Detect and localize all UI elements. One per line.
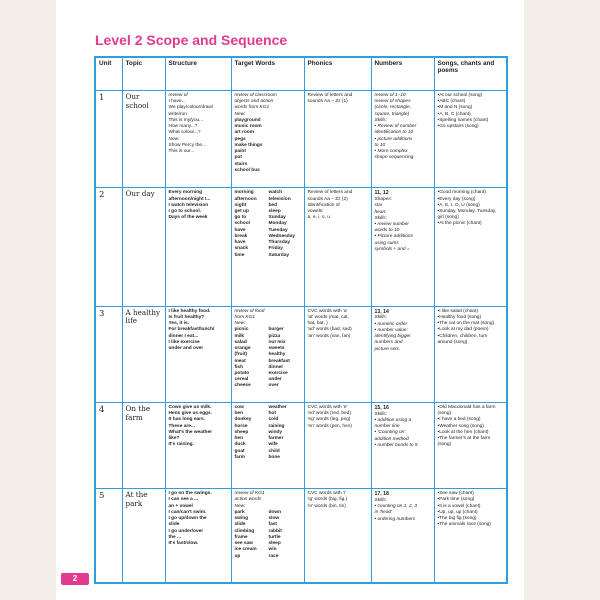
target-word: sheep (234, 429, 249, 435)
page-title: Level 2 Scope and Sequence (95, 32, 288, 48)
target-word: cereal (234, 377, 249, 383)
song-item: • A, B, C (chant) (438, 112, 504, 118)
target-word: go to (234, 215, 247, 221)
numbers-line: 15, 16 (374, 404, 389, 411)
target-word: cheese (234, 383, 251, 389)
numbers-line: numbers and (374, 340, 403, 346)
song-item: • I have a bed (song) (438, 417, 504, 423)
target-word: up (234, 553, 241, 559)
target-word: Saturday (268, 252, 290, 258)
numbers-line: picture sets. (374, 346, 401, 352)
target-word: art room (234, 130, 254, 136)
structure-cell (165, 188, 231, 306)
target-word: slow (268, 516, 280, 522)
numbers-line: Skills: (374, 215, 388, 221)
target-word: slide (234, 522, 246, 528)
phonics-line: 'ig' words (big, fig,) (307, 497, 348, 503)
numbers-line: number line (374, 424, 400, 430)
song-item: • Go upstairs (song) (438, 124, 504, 130)
numbers-line: identification to 10 (374, 130, 414, 136)
target-word: rabbit (268, 528, 282, 534)
phonics-line: Identification of (307, 202, 340, 208)
target-words-grid (235, 405, 301, 461)
numbers-line: star (374, 203, 383, 209)
target-words-cell (231, 489, 304, 583)
phonics-line: hat, bat, ) (307, 321, 328, 327)
structure-line: review of (168, 93, 188, 98)
song-item: • See saw (chant) (438, 491, 504, 497)
phonics-line: 'at' words (mat, cat, (307, 314, 349, 320)
structure-line: Is fruit healthy? (168, 314, 205, 320)
numbers-line: • Picture additions (374, 234, 413, 240)
target-word: horse (234, 423, 248, 429)
numbers-line: • review number (374, 221, 409, 227)
target-word: night (234, 202, 247, 208)
target-word: bed (268, 202, 278, 208)
target-word: under (268, 377, 282, 383)
structure-line: I go to school. (168, 208, 202, 214)
target-word: Tuesday (268, 227, 288, 233)
target-words-intro: review of classroom (234, 93, 277, 98)
numbers-line: • addition using a (374, 417, 412, 423)
numbers-cell (371, 402, 434, 488)
target-word: television (268, 196, 291, 202)
target-word: race (268, 553, 279, 559)
target-word: see saw (234, 541, 253, 547)
numbers-line: in 'head' (374, 510, 393, 516)
structure-line: Cows give us milk. (168, 404, 212, 410)
song-item: • The animals race (song) (438, 522, 504, 528)
structure-line: It's fast/slow. (168, 541, 199, 547)
structure-line: Yes, it is. (168, 321, 190, 327)
phonics-line: 'en' words (pen, hen) (307, 423, 352, 429)
structure-line: under and over (168, 346, 204, 352)
target-word: playground (234, 117, 261, 123)
structure-line: We play/colour/draw/ (168, 105, 214, 111)
header-songs: Songs, chants and poems (434, 57, 507, 91)
structure-line: Show Percy the... (168, 142, 207, 148)
song-item: • M and N (song) (438, 105, 504, 111)
target-words-cell (231, 91, 304, 188)
target-word: stairs (234, 161, 248, 167)
header-row (95, 57, 507, 91)
target-word: ice cream (234, 547, 257, 553)
target-word: bone (268, 454, 280, 460)
phonics-cell (304, 489, 371, 583)
target-word: potato (234, 370, 250, 376)
song-item: • Look at the hen (chant) (438, 430, 504, 436)
target-word: duck (234, 442, 246, 448)
songs-cell (434, 489, 507, 583)
target-words-intro: review of food (234, 308, 265, 314)
numbers-line: • numeric order (374, 321, 408, 327)
phonics-cell (304, 402, 371, 488)
target-word: morning (234, 190, 254, 196)
structure-line: I go up/down the (168, 516, 207, 522)
target-word: hot (268, 411, 276, 417)
numbers-line: addition method (374, 436, 409, 442)
target-words-intro: action words (234, 497, 262, 503)
target-words-intro: words from KG1 (234, 105, 270, 111)
numbers-line: heart (374, 209, 386, 215)
phonics-line: Review of letters and (307, 93, 353, 98)
structure-line: For breakfast/lunch/ (168, 327, 215, 333)
phonics-line: CVC words with 'i' (307, 491, 346, 497)
structure-cell (165, 489, 231, 583)
structure-line: New: (168, 136, 180, 142)
target-word: afternoon (234, 196, 257, 202)
target-word: sweets (268, 346, 285, 352)
target-word: put (234, 155, 242, 161)
target-word: donkey (234, 417, 252, 423)
target-word: burger (268, 327, 284, 333)
song-item: • Up, up, up (chant) (438, 510, 504, 516)
target-word: healthy (268, 352, 286, 358)
target-word: child (268, 448, 280, 454)
phonics-line: 'eg' words (leg, peg) (307, 417, 351, 423)
unit-cell: 1 (95, 91, 122, 188)
target-word: milk (234, 333, 245, 339)
song-item: • Spelling names (chant) (438, 118, 504, 124)
numbers-cell (371, 91, 434, 188)
table-row (95, 91, 507, 188)
numbers-line: symbols + and = (374, 246, 410, 252)
target-words-intro: New: (234, 321, 246, 327)
numbers-line: to 10 (374, 142, 386, 148)
song-item: • Healthy food (song) (438, 315, 504, 321)
structure-line: How many...? (168, 124, 198, 130)
header-topic: Topic (122, 57, 165, 91)
numbers-line: words to 10 (374, 228, 400, 234)
unit-cell: 5 (95, 489, 122, 583)
phonics-line: a, e, i, o, u (307, 215, 330, 221)
target-words-cell (231, 306, 304, 402)
song-item: • Sunday, Monday, Tuesday, girl (song) (438, 209, 504, 221)
structure-line: It's raining. (168, 442, 194, 448)
target-word: salad (234, 339, 247, 345)
numbers-line: • Review of number (374, 124, 417, 130)
topic-cell: At the park (122, 489, 165, 583)
header-structure: Structure (165, 57, 231, 91)
structure-line: I go on the swings. (168, 491, 212, 497)
numbers-line: square, triangle) (374, 111, 410, 117)
target-word: Thursday (268, 240, 291, 246)
structure-line: I can see a ... (168, 497, 199, 503)
target-words-intro: New: (234, 111, 246, 117)
target-words-grid (235, 190, 301, 259)
structure-line: I have... (168, 99, 186, 105)
numbers-line: review of shapes (374, 99, 411, 105)
target-word: wife (268, 442, 278, 448)
numbers-line: 13, 14 (374, 308, 389, 315)
numbers-line: Skills: (374, 411, 388, 417)
numbers-line: Shapes: (374, 197, 393, 203)
numbers-line: Skills: (374, 117, 388, 123)
phonics-line: 'in' words (bin, tin) (307, 503, 346, 509)
target-word: have (234, 227, 246, 233)
songs-cell (434, 91, 507, 188)
song-item: • The cat on the mat (song) (438, 321, 504, 327)
song-item: • Look at my dad (poem) (438, 327, 504, 333)
song-item: • Park time (song) (438, 497, 504, 503)
target-word: (fruit) (234, 352, 248, 358)
topic-cell: Our school (122, 91, 165, 188)
phonics-cell (304, 91, 371, 188)
song-item: • Old Macdonald has a farm (song) (438, 405, 504, 417)
header-target-words: Target Words (231, 57, 304, 91)
structure-line: Days of the week (168, 215, 208, 221)
phonics-cell (304, 188, 371, 306)
numbers-line: • More complex (374, 149, 408, 155)
target-words-intro: objects and action (234, 99, 274, 105)
song-item: • I like salad (chant) (438, 309, 504, 315)
target-words-grid (235, 327, 301, 389)
structure-cell (165, 306, 231, 402)
target-word: snack (234, 246, 249, 252)
numbers-line: review of 1–10 (374, 93, 406, 98)
topic-cell: A healthy life (122, 306, 165, 402)
song-item: • Every day (song) (438, 197, 504, 203)
structure-line: slide (168, 522, 180, 528)
structure-line: I go under/over (168, 528, 204, 534)
structure-line: afternoon/night I... (168, 196, 211, 202)
songs-cell (434, 306, 507, 402)
target-words-cell (231, 402, 304, 488)
songs-cell (434, 402, 507, 488)
numbers-cell (371, 188, 434, 306)
numbers-line: • number value: (374, 327, 408, 333)
structure-line: These are... (168, 423, 195, 429)
numbers-cell (371, 489, 434, 583)
target-word: swing (234, 516, 249, 522)
structure-line: I can/can't swim. (168, 509, 207, 515)
target-word: school bus (234, 167, 260, 173)
unit-cell: 4 (95, 402, 122, 488)
song-item: • At the picnic (chant) (438, 221, 504, 227)
target-word: goat (234, 448, 245, 454)
song-item: • The farmer's at the farm (song) (438, 436, 504, 448)
target-word: break (234, 233, 248, 239)
numbers-line: identifying bigger (374, 334, 411, 340)
structure-line: I like healthy food. (168, 308, 211, 314)
target-word: climbing (234, 528, 255, 534)
numbers-cell (371, 306, 434, 402)
phonics-line: vowels: (307, 208, 324, 214)
structure-line: an + vowel (168, 503, 193, 509)
target-word: dinner (268, 364, 284, 370)
numbers-line: • picture additions (374, 136, 413, 142)
target-word: pizza (268, 333, 281, 339)
topic-cell: Our day (122, 188, 165, 306)
unit-cell: 2 (95, 188, 122, 306)
target-word: meat (234, 358, 246, 364)
numbers-line: 11, 12 (374, 190, 389, 197)
target-word: over (268, 383, 279, 389)
phonics-line: CVC words with 'e' (307, 404, 348, 410)
structure-cell (165, 402, 231, 488)
numbers-line: • number bonds to 5 (374, 442, 418, 448)
target-word: music room (234, 124, 262, 130)
structure-line: Every morning (168, 190, 203, 196)
scope-sequence-table (94, 56, 508, 584)
table-row (95, 188, 507, 306)
target-word: cow (234, 404, 244, 410)
structure-line: dinner I eat... (168, 333, 199, 339)
target-word: paint (234, 149, 246, 155)
target-word: turtle (268, 534, 281, 540)
target-word: win (268, 547, 277, 553)
target-word: fish (234, 364, 244, 370)
target-word: breakfast (268, 358, 290, 364)
target-word: nut mix (268, 339, 286, 345)
song-item: • Good morning (chant) (438, 190, 504, 196)
table-row (95, 306, 507, 402)
target-word: down (268, 509, 282, 515)
target-word: time (234, 252, 245, 258)
phonics-line: 'ad' words (bad, sad) (307, 327, 352, 333)
structure-line: This is our... (168, 149, 195, 155)
target-word: windy (268, 429, 283, 435)
target-word: sleep (268, 541, 281, 547)
target-word: get up (234, 208, 249, 214)
structure-line: I like exercise (168, 339, 200, 345)
target-word: sleep (268, 208, 281, 214)
numbers-line: • counting on 1, 2, 3 (374, 504, 417, 510)
structure-line: What colour...? (168, 130, 201, 136)
phonics-line: sounds Aa – Zz (2) (307, 196, 348, 202)
header-phonics: Phonics (304, 57, 371, 91)
structure-line: write/run (168, 111, 187, 117)
structure-line: This is my/you... (168, 117, 204, 123)
numbers-line: • ordering numbers (374, 516, 416, 522)
topic-cell: On the farm (122, 402, 165, 488)
song-item: • The big fig (song) (438, 516, 504, 522)
target-word: farm (234, 454, 245, 460)
target-word: frame (234, 534, 248, 540)
song-item: • Children, children, turn around (song) (438, 334, 504, 346)
target-word: make things (234, 142, 263, 148)
numbers-line: Skills: (374, 315, 388, 321)
target-words-grid (235, 510, 301, 560)
structure-line: the ... (168, 534, 182, 540)
numbers-line: shape sequencing (374, 155, 414, 161)
song-item: • A, E, I, O, U (song) (438, 203, 504, 209)
target-word: fast (268, 522, 278, 528)
target-word: Sunday (268, 215, 286, 221)
song-item: • At our school (song) (438, 93, 504, 99)
songs-cell (434, 188, 507, 306)
target-words-intro: review of KG1 (234, 491, 265, 497)
target-word: watch (268, 190, 283, 196)
structure-line: like? (168, 436, 180, 442)
target-word: weather (268, 404, 287, 410)
table-row (95, 489, 507, 583)
header-numbers: Numbers (371, 57, 434, 91)
phonics-line: 'ed' words (red, bed) (307, 411, 351, 417)
target-words-intro: New: (234, 503, 246, 509)
target-word: hen (234, 411, 244, 417)
structure-line: It has long ears. (168, 417, 206, 423)
target-word: hen (234, 436, 244, 442)
target-word: pegs (234, 136, 246, 142)
target-word: cold (268, 417, 279, 423)
phonics-line: CVC words with 'a' (307, 308, 348, 314)
phonics-line: 'an' words (van, fan) (307, 333, 351, 339)
target-word: park (234, 509, 245, 515)
song-item: • Weather song (song) (438, 424, 504, 430)
target-word: exercise (268, 370, 288, 376)
unit-cell: 3 (95, 306, 122, 402)
structure-cell (165, 91, 231, 188)
target-word: raining (268, 423, 285, 429)
target-word: school (234, 221, 250, 227)
target-word: have (234, 240, 246, 246)
numbers-line: Skills: (374, 497, 388, 503)
table-row (95, 402, 507, 488)
target-words-cell (231, 188, 304, 306)
song-item: • It is a vowel (chant) (438, 504, 504, 510)
target-word: Friday (268, 246, 283, 252)
target-word: picnic (234, 327, 249, 333)
numbers-line: using sums (374, 240, 399, 246)
target-words-intro: from KG1 (234, 314, 256, 320)
target-word: Monday (268, 221, 287, 227)
page-number: 2 (61, 573, 89, 585)
numbers-line: (circle, rectangle, (374, 105, 412, 111)
structure-line: Hens give us eggs. (168, 411, 212, 417)
numbers-line: • 'Counting on' (374, 430, 406, 436)
structure-line: I watch television (168, 202, 209, 208)
target-word: Wednesday (268, 233, 296, 239)
structure-line: What's the weather (168, 429, 213, 435)
phonics-line: Review of letters and (307, 190, 353, 196)
song-item: • ABC (chant) (438, 99, 504, 105)
numbers-line: 17, 18 (374, 491, 389, 498)
target-word: farmer (268, 436, 284, 442)
phonics-line: sounds Aa – Zz (1) (307, 99, 348, 105)
target-word: orange (234, 346, 251, 352)
header-unit: Unit (95, 57, 122, 91)
phonics-cell (304, 306, 371, 402)
